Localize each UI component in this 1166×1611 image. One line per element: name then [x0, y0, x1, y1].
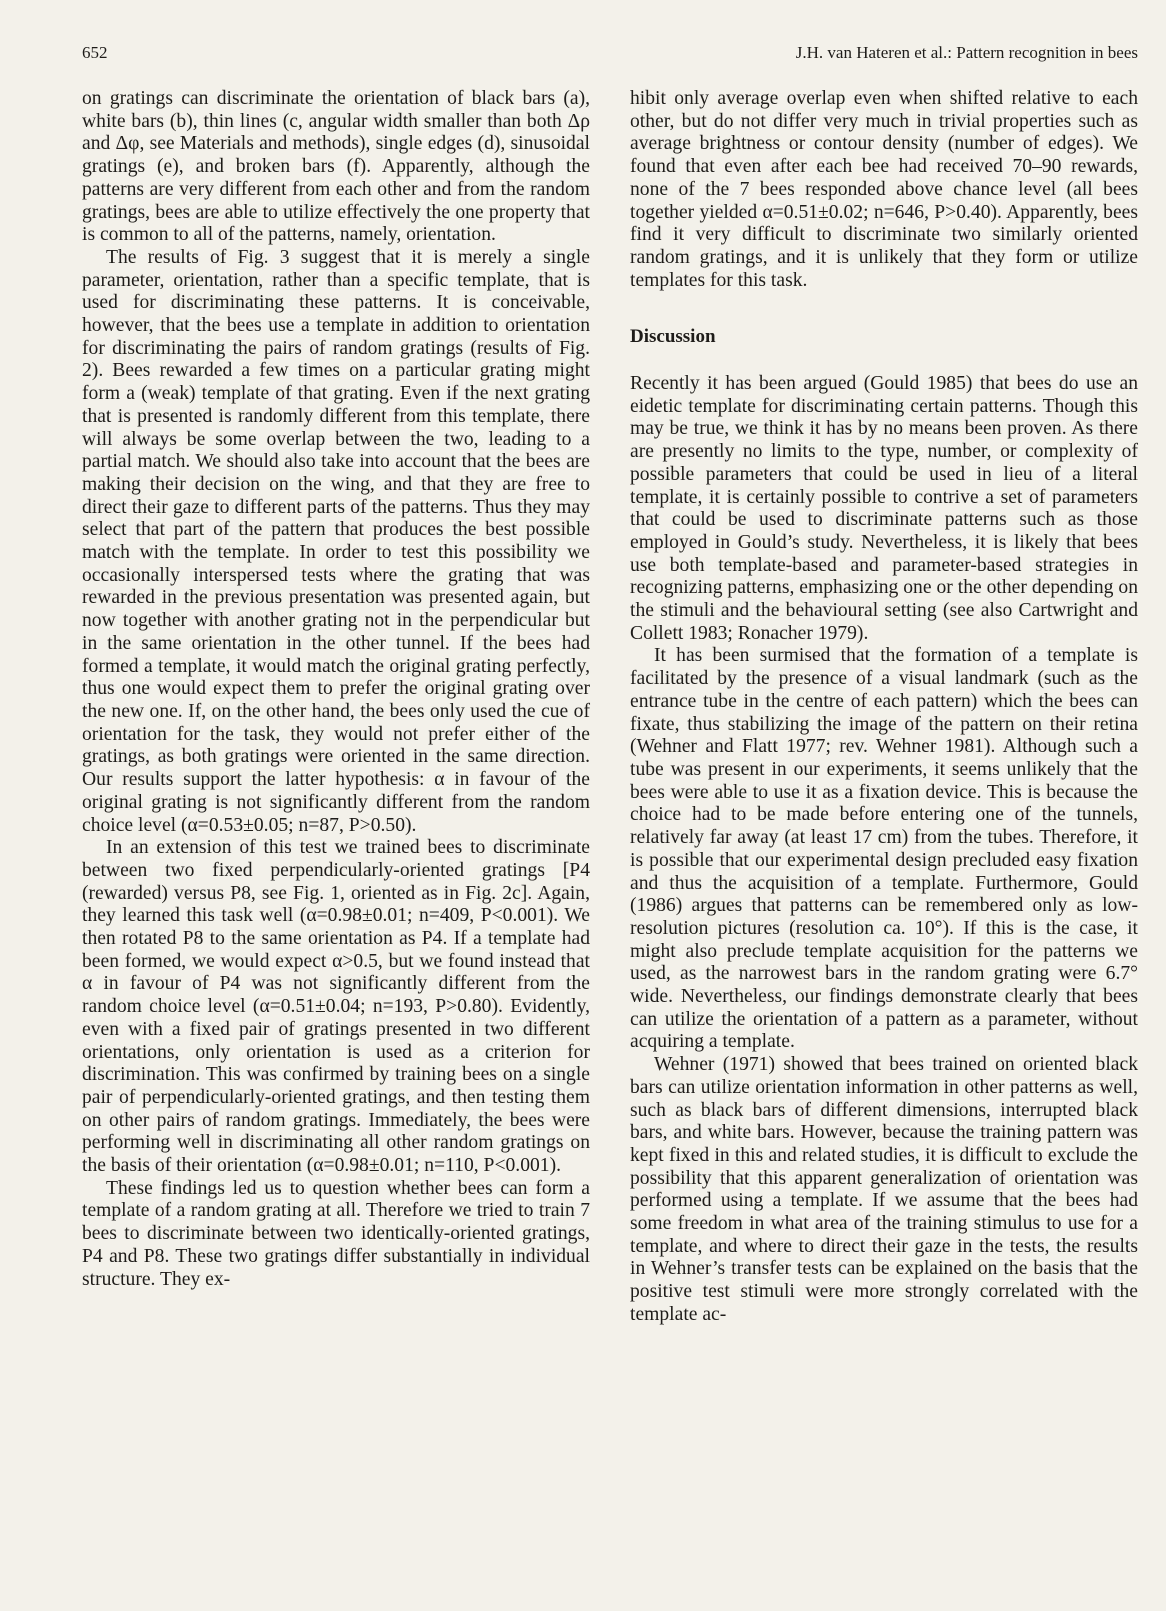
paragraph: Wehner (1971) showed that bees trained on oriented black bars can utilize orientation information in other patterns as well, such as black bars of different dimensions, interrupted black bars, and white bars. However, because the training pattern was kept fixed in this and related studies, it is difficult to exclude the possibility that this apparent generalization of orientation was performed using a template. If we assume that the bees had some freedom in what area of the training stimulus to use for a template, and where to direct their gaze in the tests, the results in Wehner’s transfer tests can be explained on the basis that the positive test stimuli were more strongly correlated with the template ac- — [630, 1054, 1138, 1325]
page-header — [82, 40, 1138, 66]
paragraph: It has been surmised that the formation of a template is facilitated by the presence of a visual landmark (such as the entrance tube in the centre of each pattern) which the bees can fixate, thus stabilizing the image of the pattern on their retina (Wehner and Flatt 1977; rev. Wehner 1981). Although such a tube was present in our experiments, it seems unlikely that the bees were able to use it as a fixation device. This is because the choice had to be made before entering one of the tunnels, relatively far away (at least 17 cm) from the tubes. Therefore, it is possible that our experimental design precluded easy fixation and thus the acquisition of a template. Furthermore, Gould (1986) argues that patterns can be remembered only as low-resolution pictures (resolution ca. 10°). If this is the case, it might also preclude template acquisition for the patterns we used, as the narrowest bars in the random grating were 6.7° wide. Nevertheless, our findings demonstrate clearly that bees can utilize the orientation of a pattern as a parameter, without acquiring a template. — [630, 645, 1138, 1053]
paragraph: These findings led us to question whether bees can form a template of a random grating at all. Therefore we tried to train 7 bees to discriminate between two identically-oriented gratings, P4 and P8. These two gratings differ substantially in individual structure. They ex- — [82, 1177, 590, 1290]
paragraph: Recently it has been argued (Gould 1985) that bees do use an eidetic template for discriminating certain patterns. Though this may be true, we think it has by no means been proven. As there are presently no limits to the type, number, or complexity of possible parameters that could be used in lieu of a literal template, it is certainly possible to contrive a set of parameters that could be used to discriminate patterns such as those employed in Gould’s study. Nevertheless, it is likely that bees use both template-based and parameter-based strategies in recognizing patterns, emphasizing one or the other depending on the stimuli and the behavioural setting (see also Cartwright and Collett 1983; Ronacher 1979). — [630, 373, 1138, 644]
left-column — [82, 88, 590, 1291]
running-head: J.H. van Hateren et al.: Pattern recognition in bees — [795, 43, 1138, 62]
right-column — [630, 88, 1138, 1327]
paragraph: In an extension of this test we trained bees to discriminate between two fixed perpendicularly-oriented gratings [P4 (rewarded) versus P8, see Fig. 1, oriented as in Fig. 2c]. Again, they learned this task well (α=0.98±0.01; n=409, P<0.001). We then rotated P8 to the same orientation as P4. If a template had been formed, we would expect α>0.5, but we found instead that α in favour of P4 was not significantly different from the random choice level (α=0.51±0.04; n=193, P>0.80). Evidently, even with a fixed pair of gratings presented in two different orientations, only orientation is used as a criterion for discrimination. This was confirmed by training bees on a single pair of perpendicularly-oriented gratings, and then testing them on other pairs of random gratings. Immediately, the bees were performing well in discriminating all other random gratings on the basis of their orientation (α=0.98±0.01; n=110, P<0.001). — [82, 837, 590, 1177]
paragraph: on gratings can discriminate the orientation of black bars (a), white bars (b), thin lines (c, angular width smaller than both Δρ and Δφ, see Materials and methods), single edges (d), sinusoidal gratings (e), and broken bars (f). Apparently, although the patterns are very different from each other and from the random gratings, bees are able to utilize effectively the one property that is common to all of the patterns, namely, orientation. — [82, 88, 590, 246]
paragraph: hibit only average overlap even when shifted relative to each other, but do not differ very much in trivial properties such as average brightness or contour density (number of edges). We found that even after each bee had received 70–90 rewards, none of the 7 bees responded above chance level (all bees together yielded α=0.51±0.02; n=646, P>0.40). Apparently, bees find it very difficult to discriminate two similarly oriented random gratings, and it is unlikely that they form or utilize templates for this task. — [630, 88, 1138, 291]
page-number: 652 — [82, 43, 108, 62]
section-heading-discussion: Discussion — [630, 326, 716, 348]
paragraph: The results of Fig. 3 suggest that it is merely a single parameter, orientation, rather than a specific template, that is used for discriminating these patterns. It is conceivable, however, that the bees use a template in addition to orientation for discriminating the pairs of random gratings (results of Fig. 2). Bees rewarded a few times on a particular grating might form a (weak) template of that grating. Even if the next grating that is presented is randomly different from this template, there will always be some overlap between the two, leading to a partial match. We should also take into account that the bees are making their decision on the wing, and that they are free to direct their gaze to different parts of the patterns. Thus they may select that part of the pattern that produces the best possible match with the template. In order to test this possibility we occasionally interspersed tests where the grating that was rewarded in the previous presentation was presented again, but now together with another grating not in the perpendicular but in the same orientation in the other tunnel. If the bees had formed a template, it would match the original grating perfectly, thus one would expect them to prefer the original grating over the new one. If, on the other hand, the bees only used the cue of orientation for the task, they would not prefer either of the gratings, as both gratings were oriented in the same direction. Our results support the latter hypothesis: α in favour of the original grating is not significantly different from the random choice level (α=0.53±0.05; n=87, P>0.50). — [82, 246, 590, 836]
